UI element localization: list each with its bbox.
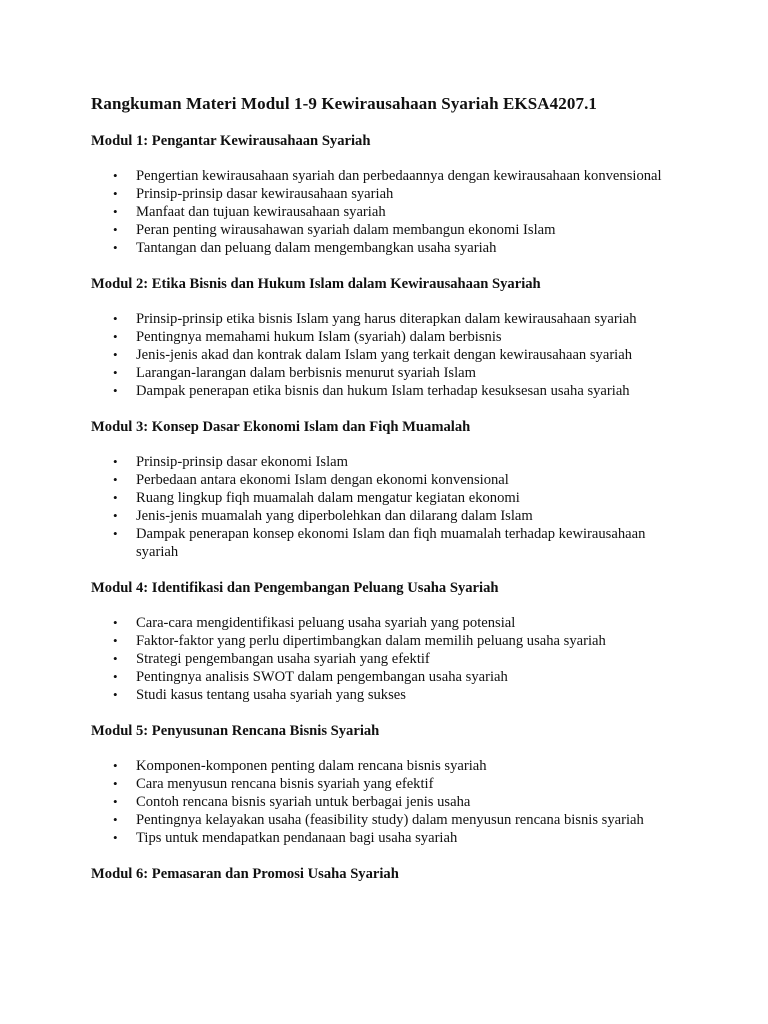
bullet-point: • Studi kasus tentang usaha syariah yang sukses (91, 686, 676, 704)
bullet-point: • Komponen-komponen penting dalam rencana bisnis syariah (91, 757, 676, 775)
module-heading: Modul 2: Etika Bisnis dan Hukum Islam dalam Kewirausahaan Syariah (91, 276, 541, 292)
module-4-section (91, 579, 728, 704)
bullet-point: • Perbedaan antara ekonomi Islam dengan ekonomi konvensional (91, 471, 676, 489)
module-heading: Modul 6: Pemasaran dan Promosi Usaha Syariah (91, 866, 399, 882)
bullet-point: • Larangan-larangan dalam berbisnis menurut syariah Islam (91, 364, 676, 382)
module-3-points (91, 453, 728, 561)
bullet-point: • Tips untuk mendapatkan pendanaan bagi usaha syariah (91, 829, 676, 847)
module-4-points (91, 614, 728, 704)
module-heading: Modul 5: Penyusunan Rencana Bisnis Syariah (91, 723, 380, 739)
bullet-point: • Pentingnya memahami hukum Islam (syariah) dalam berbisnis (91, 328, 676, 346)
bullet-point: • Ruang lingkup fiqh muamalah dalam mengatur kegiatan ekonomi (91, 489, 676, 507)
bullet-point: • Tantangan dan peluang dalam mengembangkan usaha syariah (91, 239, 676, 257)
bullet-point: • Dampak penerapan konsep ekonomi Islam dan fiqh muamalah terhadap kewirausahaan syariah (91, 525, 676, 561)
module-6-section (91, 865, 728, 883)
bullet-point: • Prinsip-prinsip dasar kewirausahaan syariah (91, 185, 676, 203)
bullet-point: • Pentingnya analisis SWOT dalam pengembangan usaha syariah (91, 668, 676, 686)
bullet-point: • Dampak penerapan etika bisnis dan hukum Islam terhadap kesuksesan usaha syariah (91, 382, 676, 400)
bullet-point: • Jenis-jenis muamalah yang diperbolehkan dan dilarang dalam Islam (91, 507, 676, 525)
module-5-points (91, 757, 728, 847)
bullet-point: • Manfaat dan tujuan kewirausahaan syariah (91, 203, 676, 221)
module-1-points (91, 167, 728, 257)
bullet-point: • Pentingnya kelayakan usaha (feasibility study) dalam menyusun rencana bisnis syariah (91, 811, 676, 829)
module-heading: Modul 3: Konsep Dasar Ekonomi Islam dan Fiqh Muamalah (91, 419, 471, 435)
bullet-point: • Cara-cara mengidentifikasi peluang usaha syariah yang potensial (91, 614, 676, 632)
module-heading: Modul 4: Identifikasi dan Pengembangan Peluang Usaha Syariah (91, 580, 499, 596)
module-3-section (91, 418, 728, 561)
bullet-point: • Prinsip-prinsip etika bisnis Islam yang harus diterapkan dalam kewirausahaan syariah (91, 310, 676, 328)
bullet-point: • Faktor-faktor yang perlu dipertimbangkan dalam memilih peluang usaha syariah (91, 632, 676, 650)
bullet-point: • Strategi pengembangan usaha syariah yang efektif (91, 650, 676, 668)
bullet-point: • Cara menyusun rencana bisnis syariah yang efektif (91, 775, 676, 793)
bullet-point: • Peran penting wirausahawan syariah dalam membangun ekonomi Islam (91, 221, 676, 239)
document-title: Rangkuman Materi Modul 1-9 Kewirausahaan Syariah EKSA4207.1 (91, 94, 598, 113)
bullet-point: • Jenis-jenis akad dan kontrak dalam Islam yang terkait dengan kewirausahaan syariah (91, 346, 676, 364)
bullet-point: • Prinsip-prinsip dasar ekonomi Islam (91, 453, 676, 471)
module-2-section (91, 275, 728, 400)
module-heading: Modul 1: Pengantar Kewirausahaan Syariah (91, 133, 371, 149)
module-1-section (91, 132, 728, 257)
module-2-points (91, 310, 728, 400)
bullet-point: • Contoh rencana bisnis syariah untuk berbagai jenis usaha (91, 793, 676, 811)
module-5-section (91, 722, 728, 847)
bullet-point: • Pengertian kewirausahaan syariah dan perbedaannya dengan kewirausahaan konvensional (91, 167, 676, 185)
